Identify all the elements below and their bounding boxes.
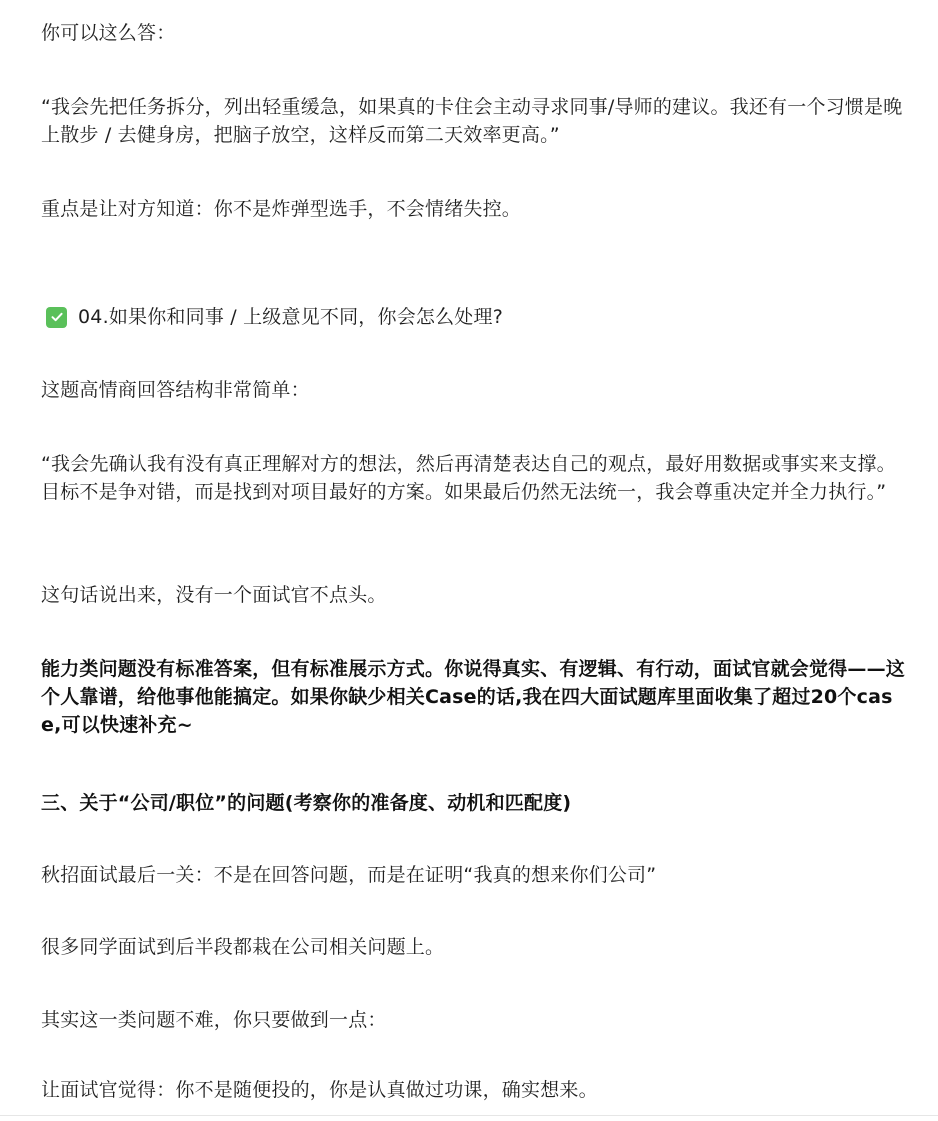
paragraph-stumble: 很多同学面试到后半段都栽在公司相关问题上。	[41, 936, 445, 958]
section-heading-3: 三、关于“公司/职位”的问题(考察你的准备度、动机和匹配度)	[41, 792, 572, 814]
paragraph-summary-bold: 能力类问题没有标准答案，但有标准展示方式。你说得真实、有逻辑、有行动，面试官就会觉得——这个人靠谱，给他事他能搞定。如果你缺少相关Case的话,我在四大面试题库里面收集了超过20个case,可以快速补充~	[41, 658, 906, 736]
paragraph-sincere: 让面试官觉得：你不是随便投的，你是认真做过功课，确实想来。	[41, 1079, 598, 1101]
paragraph-final-round: 秋招面试最后一关：不是在回答问题，而是在证明“我真的想来你们公司”	[41, 864, 657, 886]
paragraph-answer-3: “我会先把任务拆分，列出轻重缓急，如果真的卡住会主动寻求同事/导师的建议。我还有一个习惯是晚上散步 / 去健身房，把脑子放空，这样反而第二天效率更高。”	[41, 96, 903, 146]
paragraph-answer-4: “我会先确认我有没有真正理解对方的想法，然后再清楚表达自己的观点，最好用数据或事实来支撑。目标不是争对错，而是找到对项目最好的方案。如果最后仍然无法统一，我会尊重决定并全力执行。”	[41, 453, 896, 503]
paragraph-one-point: 其实这一类问题不难，你只要做到一点：	[41, 1009, 387, 1031]
paragraph-intro: 你可以这么答：	[41, 22, 176, 44]
paragraph-nod: 这句话说出来，没有一个面试官不点头。	[41, 584, 387, 606]
paragraph-structure-intro: 这题高情商回答结构非常简单：	[41, 379, 310, 401]
question-4-heading	[41, 303, 913, 331]
paragraph-emphasis-3: 重点是让对方知道：你不是炸弹型选手，不会情绪失控。	[41, 198, 522, 220]
question-4-text: 04.如果你和同事 / 上级意见不同，你会怎么处理?	[78, 306, 503, 328]
checkbox-checked-icon	[46, 307, 67, 328]
bottom-divider	[0, 1115, 938, 1116]
